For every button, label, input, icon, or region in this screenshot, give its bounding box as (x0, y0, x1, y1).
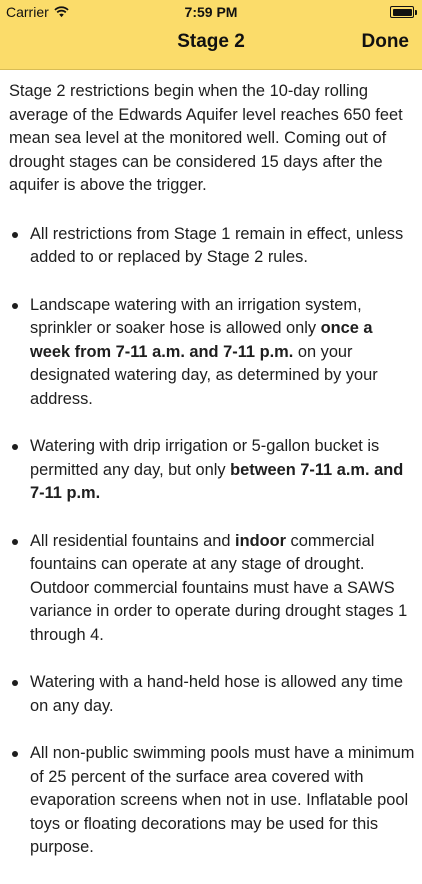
rule-emphasis: indoor (235, 531, 286, 550)
rule-text: Watering with drip irrigation or 5-gallon bucket is permitted any day, but only (30, 437, 380, 479)
clock: 7:59 PM (184, 4, 238, 20)
rule-text: on your designated watering day, as determined by your address. (30, 342, 378, 408)
rule-emphasis: between 7-11 a.m. and 7-11 p.m. (30, 460, 404, 502)
list-item (9, 530, 415, 648)
rule-text: All residential fountains and (30, 531, 236, 550)
rule-text: Watering with a hand-held hose is allowed any time on any day. (30, 673, 403, 715)
rule-text: commercial fountains can operate at any stage of drought. Outdoor commercial fountains must have a SAWS variance in order to operate during drought stages 1 through 4. (30, 531, 408, 644)
rule-text: All restrictions from Stage 1 remain in effect, unless added to or replaced by Stage 2 rules. (30, 224, 404, 266)
carrier-label: Carrier (6, 4, 49, 20)
done-button[interactable]: Done (361, 31, 409, 52)
rule-text: Landscape watering with an irrigation system, sprinkler or soaker hose is allowed only (30, 295, 362, 337)
rules-list (9, 223, 415, 860)
list-item (9, 223, 415, 270)
list-item (9, 671, 415, 718)
battery-icon (390, 6, 414, 18)
navigation-header (0, 0, 422, 70)
rule-text: All non-public swimming pools must have a minimum of 25 percent of the surface area covered with evaporation screens when not in use. Inflatable pool toys or floating decorations may be used for this purpose. (30, 744, 415, 856)
page-title: Stage 2 (177, 31, 245, 52)
status-bar (0, 0, 422, 24)
content-scroll-area[interactable] (9, 80, 415, 884)
intro-paragraph: Stage 2 restrictions begin when the 10-day rolling average of the Edwards Aquifer level reaches 650 feet mean sea level at the monitored well. Coming out of drought stages can be considered 15 days after the aquifer is above the trigger. (9, 82, 403, 194)
rule-emphasis: once a week from 7-11 a.m. and 7-11 p.m. (30, 319, 373, 361)
list-item (9, 742, 415, 860)
list-item (9, 294, 415, 412)
list-item (9, 435, 415, 506)
